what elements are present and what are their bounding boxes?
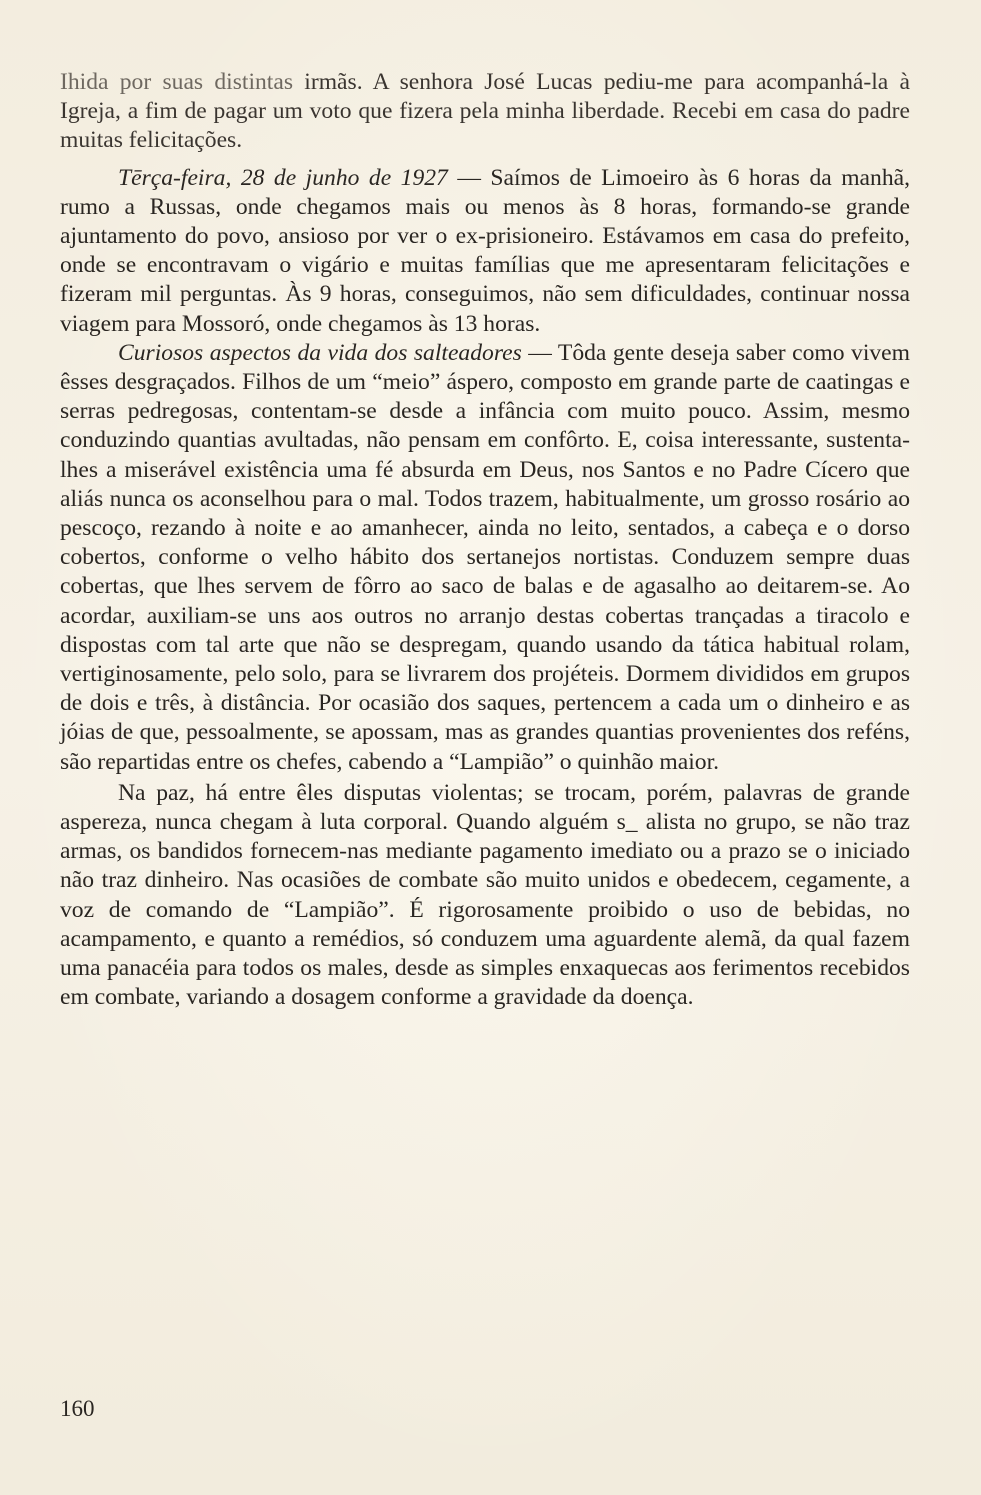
paragraph-text: irmãs. A senhora José Lucas pediu-me para acompanhá-la à Igreja, a fim de pagar um voto que fizera pela minha liberdade. Recebi em casa do padre muitas felicitações. [60,69,910,154]
page-number: 160 [60,1396,95,1421]
section-heading: Curiosos aspectos da vida dos salteadores [118,339,522,366]
paragraph-text: — Saímos de Limoeiro às 6 horas da manhã, rumo a Russas, onde chegamos mais ou menos às 8 horas, formando-se grande ajuntamento do povo, ansioso por ver o ex-prisioneiro. Estávamos em casa do prefeito, onde se encontravam o vigário e muitas famílias que me apresentaram felicitações e fizeram mil perguntas. Às 9 horas, conseguimos, não sem dificuldades, continuar nossa viagem para Mossoró, onde chegamos às 13 horas. [60,164,910,337]
paragraph-text: Na paz, há entre êles disputas violentas; se trocam, porém, palavras de grande aspereza, nunca chegam à luta corporal. Quando alguém s_ alista no grupo, se não traz armas, os bandidos fornecem-nas mediante pagamento imediato ou a prazo se o iniciado não traz dinheiro. Nas ocasiões de combate são muito unidos e obedecem, cegamente, a voz de comando de “Lampião”. É rigorosamente proibido o uso de bebidas, no acampamento, e quanto a remédios, só conduzem uma aguardente alemã, da qual fazem uma panacéia para todos os males, desde as simples enxaquecas aos ferimentos recebidos em combate, variando a dosagem conforme a gravidade da doença. [60,779,910,1011]
entry-date: Tērça-feira, 28 de junho de 1927 [118,164,448,191]
paragraph [60,779,910,1013]
paragraph-text: — Tôda gente deseja saber como vivem êsses desgraçados. Filhos de um “meio” áspero, composto em grande parte de caatingas e serras pedregosas, contentam-se desde a infância com muito pouco. Assim, mesmo conduzindo quantias avultadas, não pensam em confôrto. E, coisa interessante, sustenta-lhes a miserável existência uma fé absurda em Deus, nos Santos e no Padre Cícero que aliás nunca os aconselhou para o mal. Todos trazem, habitualmente, um grosso rosário ao pescoço, rezando à noite e ao amanhecer, ainda no leito, sentados, a cabeça e o dorso cobertos, conforme o velho hábito dos sertanejos nortistas. Conduzem sempre duas cobertas, que lhes servem de fôrro ao saco de balas e de agasalho ao deitarem-se. Ao acordar, auxiliam-se uns aos outros no arranjo destas cobertas trançadas a tiracolo e dispostas com tal arte que não se despregam, quando usando da tática habitual rolam, vertiginosamente, pelo solo, para se livrarem dos projéteis. Dormem divididos em grupos de dois e três, à distância. Por ocasião dos saques, pertencem a cada um o dinheiro e as jóias de que, pessoalmente, se apossam, mas as grandes quantias provenientes dos reféns, são repartidas entre os chefes, cabendo a “Lampião” o quinhão maior. [60,339,910,775]
paragraph [60,68,910,156]
faded-text: Ihida por suas distintas [60,69,294,95]
paragraph [60,339,910,777]
body-text [60,68,910,1013]
paragraph [60,164,910,339]
